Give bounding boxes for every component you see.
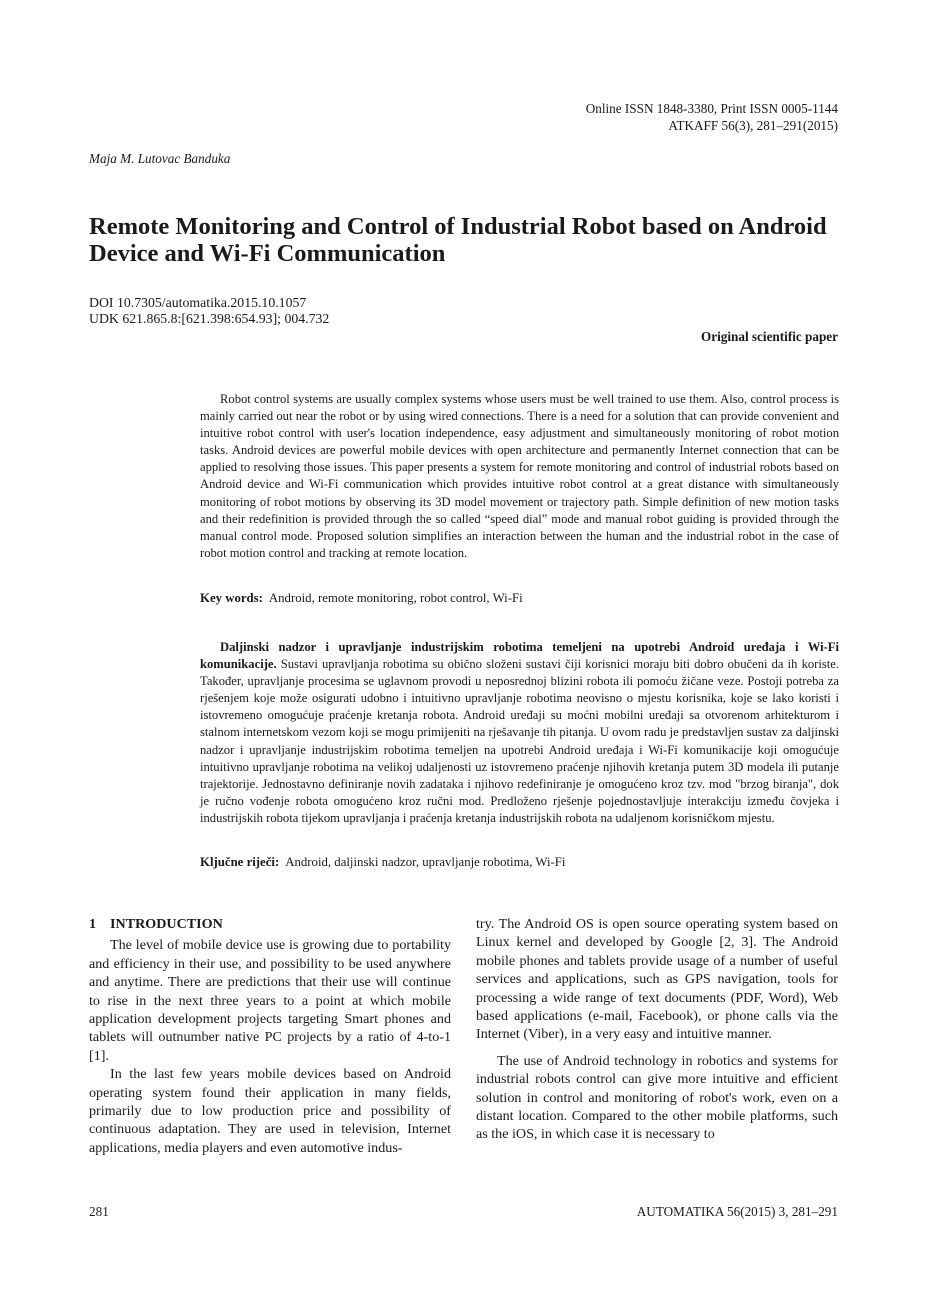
paper-type: Original scientific paper (701, 329, 838, 344)
keywords-croatian (200, 855, 565, 870)
identifiers (89, 295, 329, 327)
udk: UDK 621.865.8:[621.398:654.93]; 004.732 (89, 311, 330, 326)
section-title: INTRODUCTION (110, 916, 223, 932)
abstract-english-text: Robot control systems are usually complex systems whose users must be well trained to use them. Also, control process is mainly carried out near the robot or by using wired connections. There is a need for a solution that can provide convenient and intuitive robot control with user's location independence, easy adjustment and simultaneously monitoring of robot motion tasks. Android devices are powerful mobile devices with open architecture and permanently Internet connection that can be applied to resolving those issues. This paper presents a system for remote monitoring and control of industrial robots based on Android device and Wi-Fi communication which provides intuitive robot control at a great distance with simultaneously monitoring of robot motions by observing its 3D model movement or trajectory path. Simple definition of new motion tasks and their redefinition is provided through the so called “speed dial” mode and manual robot guiding is provided through the manual control mode. Proposed solution simplifies an interaction between the human and the industrial robot in the case of robot motion control and tracking at remote location. (200, 392, 839, 560)
issn-line: Online ISSN 1848-3380, Print ISSN 0005-1144 (585, 101, 838, 116)
journal-header (586, 100, 838, 134)
paragraph: In the last few years mobile devices based on Android operating system found their application in many fields, primarily due to low production price and possibility of continuous adaptation. They are used in television, Internet applications, media players and even automotive indus- (89, 1066, 451, 1156)
keywords-croatian-value: Android, daljinski nadzor, upravljanje robotima, Wi-Fi (285, 855, 566, 869)
keywords-english (200, 591, 523, 606)
abstract-croatian-body (200, 639, 839, 827)
keywords-croatian-label: Ključne riječi: (200, 855, 280, 869)
paragraph: The use of Android technology in robotics and systems for industrial robots control can give more intuitive and efficient solution in control and monitoring of robot's work, even on a distant location. Compared to the other mobile platforms, such as the iOS, in which case it is necessary to (476, 1052, 838, 1143)
abstract-croatian (200, 639, 839, 827)
paragraph: The level of mobile device use is growing due to portability and efficiency in their use, and possibility to be used anywhere and anytime. There are predictions that their use will continue to rise in the next three years to a point at which mobile application development projects targeting Smart phones and tablets will outnumber native PC projects by a ratio of 4-to-1 [1]. (89, 937, 451, 1064)
section-heading (89, 915, 451, 933)
author-name: Maja M. Lutovac Banduka (89, 151, 231, 166)
page-number: 281 (89, 1204, 109, 1219)
abstract-croatian-text: Sustavi upravljanja robotima su obično složeni sustavi čiji korisnici moraju biti dobro obučeni da ih koriste. Također, upravljanje procesima se uglavnom provodi u neposrednoj blizini robota ili pomoću žičane veze. Postoji potreba za rješenjem koje može osigurati udobno i intuitivno upravljanje robotima neovisno o mjestu korisnika, koje se lako koristi i istovremeno omogućuje praćenje kretanja robota. Android uređaji su moćni mobilni uređaji sa otvorenom arhitekturom i stalnom internetskom vezom koji se mogu primijeniti na rješavanje tih pitanja. U ovom radu je predstavljen sustav za daljinski nadzor i upravljanje industrijskim robotima temeljen na upotrebi Android uređaja i Wi-Fi komunikacije koji omogućuje intuitivno upravljanje robotima na velikoj udaljenosti uz istovremeno praćenje njihovih kretanja putem 3D modela ili putanje trajektorije. Jednostavno definiranje novih zadataka i njihovo redefiniranje je omogućeno kroz tzv. mod "brzog biranja", dok je ručno vođenje robota omogućeno kroz ručni mod. Predloženo rješenje pojednostavljuje interakciju između čovjeka i industrijskih robota tijekom upravljanja i praćenja kretanja industrijskih robota na udaljenom korisničkom mjestu. (200, 657, 839, 825)
paragraph: try. The Android OS is open source operating system based on Linux kernel and developed by Google [2, 3]. The Android mobile phones and tablets provide usage of a number of useful services and applications, such as GPS navigation, tools for processing a wide range of text documents (PDF, Word), Web based applications (e-mail, Facebook), or phone calls via the Internet (Viber), in a very easy and intuitive manner. (476, 916, 838, 1043)
paper-title: Remote Monitoring and Control of Industrial Robot based on Android Device and Wi-Fi Communication (89, 213, 827, 267)
journal-footer: AUTOMATIKA 56(2015) 3, 281–291 (636, 1204, 838, 1219)
abstract-croatian-title: Daljinski nadzor i upravljanje industrijskim robotima temeljeni na upotrebi Android uređaja i Wi-Fi komunikacije. (200, 640, 839, 672)
section-number: 1 (89, 916, 97, 932)
citation-line: ATKAFF 56(3), 281–291(2015) (668, 118, 838, 133)
abstract-english (200, 391, 839, 562)
keywords-label: Key words: (200, 591, 263, 605)
keywords-value: Android, remote monitoring, robot control, Wi-Fi (268, 591, 523, 605)
doi: DOI 10.7305/automatika.2015.10.1057 (89, 295, 307, 310)
column-right (476, 915, 838, 1144)
column-left (89, 915, 451, 1157)
